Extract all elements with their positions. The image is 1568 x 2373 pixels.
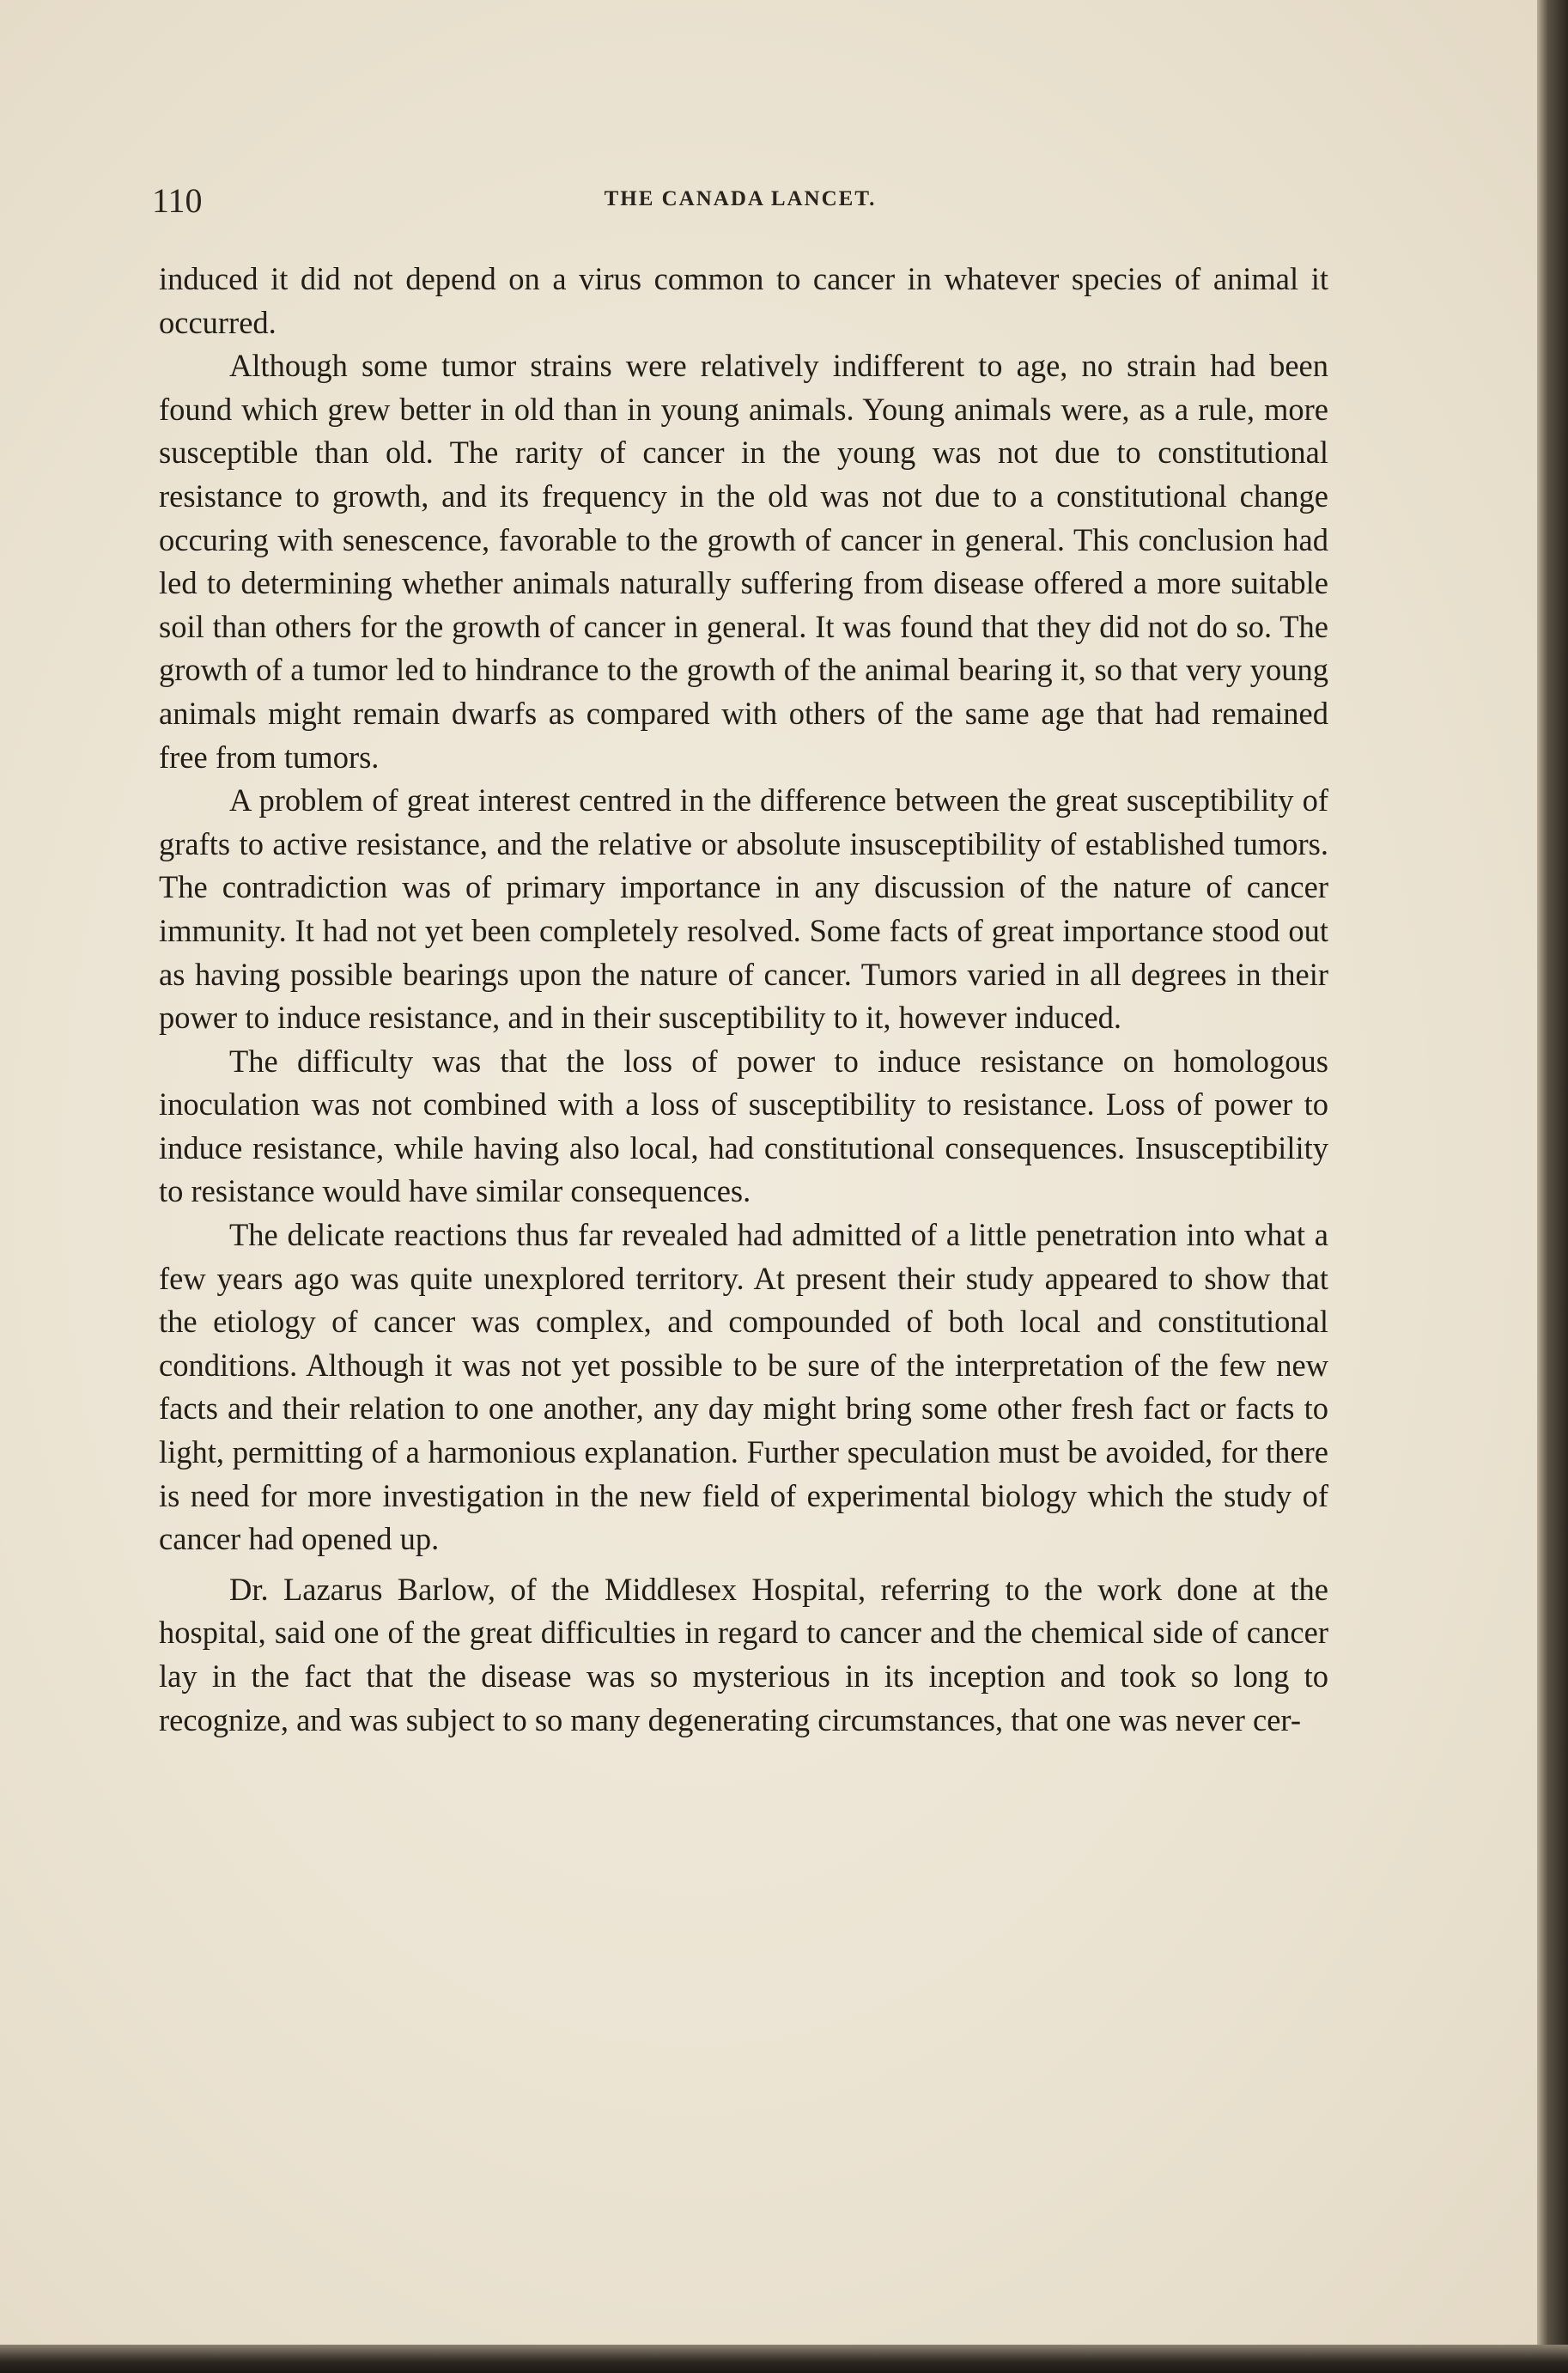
paragraph-difficulty: The difficulty was that the loss of power to induce resistance on homologous inoculation was not combined with a loss of susceptibility to resistance. Loss of power to induce resistance, while having also local, had constitutional consequences. Insusceptibility to resistance would have similar consequences. [159,1043,1328,1209]
page-edge-shadow [1537,0,1568,2373]
paragraph-lazarus-barlow: Dr. Lazarus Barlow, of the Middlesex Hospital, referring to the work done at the hospital, said one of the great difficulties in regard to cancer and the chemical side of cancer lay in the fact that the disease was so mysterious in its inception and took so long to recognize, and was subject to so many degenerating circumstances, that one was never cer- [159,1571,1328,1737]
running-title: THE CANADA LANCET. [604,187,877,210]
paragraph-susceptibility: A problem of great interest centred in the difference between the great susceptibility of grafts to active resistance, and the relative or absolute insusceptibility of established tumors. The contradiction was of primary importance in any discussion of the nature of cancer immunity. It had not yet been completely resolved. Some facts of great importance stood out as having possible bearings upon the nature of cancer. Tumors varied in all degrees in their power to induce resistance, and in their susceptibility to it, however induced. [159,782,1328,1036]
page-number: 110 [152,181,203,220]
body-text [159,258,1328,1742]
page-header [152,180,1328,223]
paragraph-tumor-strains: Although some tumor strains were relatively indifferent to age, no strain had been found which grew better in old than in young animals. Young animals were, as a rule, more susceptible than old. The rarity of cancer in the young was not due to constitutional resistance to growth, and its frequency in the old was not due to a constitutional change occuring with senescence, favorable to the growth of cancer in general. This conclusion had led to determining whether animals naturally suffering from disease offered a more suitable soil than others for the growth of cancer in general. It was found that they did not do so. The growth of a tumor led to hindrance to the growth of the animal bearing it, so that very young animals might remain dwarfs as compared with others of the same age that had remained free from tumors. [159,348,1328,775]
paragraph-delicate-reactions: The delicate reactions thus far revealed had admitted of a little penetration into what a few years ago was quite unexplored territory. At present their study appeared to show that the etiology of cancer was complex, and compounded of both local and constitutional conditions. Although it was not yet possible to be sure of the interpretation of the few new facts and their relation to one another, any day might bring some other fresh fact or facts to light, permitting of a harmonious explanation. Further speculation must be avoided, for there is need for more investigation in the new field of experimental biology which the study of cancer had opened up. [159,1217,1328,1557]
paragraph-continued: induced it did not depend on a virus common to cancer in whatever species of animal it occurred. [159,261,1328,340]
page-bottom-shadow [0,2345,1568,2373]
